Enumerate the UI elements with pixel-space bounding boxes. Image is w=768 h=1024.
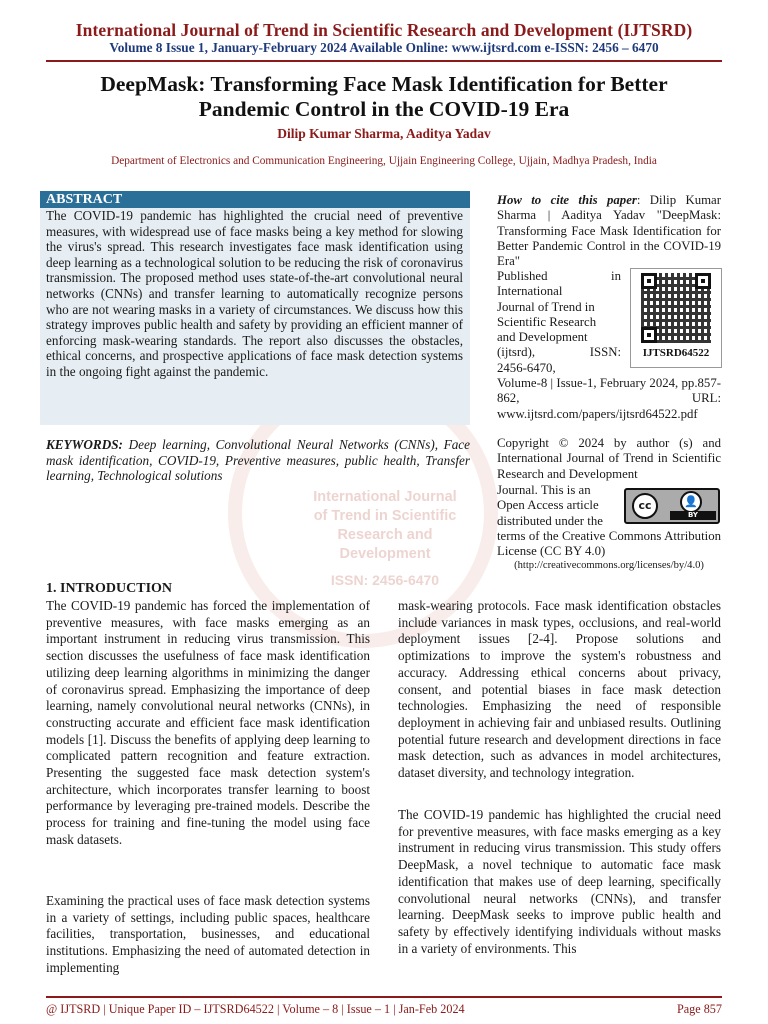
abstract-heading: ABSTRACT xyxy=(40,191,470,208)
citation-line: Published xyxy=(497,269,548,283)
watermark-line-3: Research and xyxy=(337,527,433,543)
keywords-label: KEYWORDS: xyxy=(46,437,123,452)
journal-issue-line: Volume 8 Issue 1, January-February 2024 Available Online: www.ijtsrd.com e-ISSN: 2456 – 6470 xyxy=(109,40,659,55)
paragraph-text: mask-wearing protocols. Face mask identification obstacles include variances in mask types, occlusions, and real-world deployment issues [2-4]. Propose solutions and optimizations to improve the system's robustness and accuracy. Addressing ethical concerns about privacy, consent, and potential biases in face mask detection technologies. Emphasizing the need of responsible deployment in achieving fair and unbiased results. Outlining potential future research and development directions in face mask detection, such as advances in model architectures, dataset diversity, and technology integration. xyxy=(398,598,721,781)
paragraph-text: The COVID-19 pandemic has highlighted the crucial need for preventive measures, with face masks emerging as a key instrument in reducing virus transmission. This study offers DeepMask, a novel technique to automatic face mask identification that makes use of deep learning, specifically convolutional neural networks (CNNs), and transfer learning. DeepMask seeks to improve public health and safety by effectively identifying individuals without masks in a variety of environments. This xyxy=(398,807,721,956)
citation-line: 2456-6470, xyxy=(497,360,556,375)
intro-paragraph-2 xyxy=(46,893,370,977)
citation-line: Scientific Research xyxy=(497,314,597,329)
citation-label: How to cite this paper xyxy=(497,193,637,207)
page-number: Page 857 xyxy=(676,1002,722,1016)
header-divider xyxy=(46,60,722,62)
keywords xyxy=(46,437,470,484)
citation-lines xyxy=(497,269,621,376)
paragraph-text: Examining the practical uses of face mask detection systems in a variety of settings, including public spaces, healthcare facilities, transportation, businesses, and educational institutions. Emphasizing the need of automated detection in implementing xyxy=(46,893,370,975)
intro-paragraph-1 xyxy=(46,598,370,849)
footer-info: @ IJTSRD | Unique Paper ID – IJTSRD64522 | Volume – 8 | Issue – 1 | Jan-Feb 2024 xyxy=(46,1002,465,1016)
qr-finder xyxy=(695,273,711,289)
cc-icon: cc xyxy=(632,493,658,519)
citation-text: : Dilip Kumar Sharma | Aaditya Yadav "DeepMask: Transforming Face Mask Identification for Better Pandemic Control in the COVID-19 Era" xyxy=(497,193,721,269)
journal-title: International Journal of Trend in Scientific Research and Development (IJTSRD) xyxy=(75,20,693,40)
paper-affiliation: Department of Electronics and Communication Engineering, Ujjain Engineering College, Ujjain, Madhya Pradesh, India xyxy=(111,155,657,167)
citation-line: ISSN: xyxy=(589,345,621,360)
intro-paragraph-4 xyxy=(398,807,721,957)
paper-title xyxy=(40,72,728,122)
citation-tail: Volume-8 | Issue-1, February 2024, pp.857-862, URL: www.ijtsrd.com/papers/ijtsrd64522.pdf xyxy=(497,376,721,421)
page-footer xyxy=(46,1002,722,1017)
footer-divider xyxy=(46,996,722,998)
section-heading-introduction: 1. INTRODUCTION xyxy=(46,581,173,596)
paper-authors: Dilip Kumar Sharma, Aaditya Yadav xyxy=(277,126,491,141)
citation-line: (ijtsrd), xyxy=(497,345,536,360)
qr-paper-id: IJTSRD64522 xyxy=(642,347,710,359)
paper-title-line-2: Pandemic Control in the COVID-19 Era xyxy=(198,97,570,121)
qr-finder xyxy=(641,273,657,289)
copyright-text: Copyright © 2024 by author (s) and International Journal of Trend in Scientific Research and Development xyxy=(497,436,721,481)
citation-line: and Development xyxy=(497,330,588,345)
watermark-line-4: Development xyxy=(339,546,431,562)
paragraph-text: The COVID-19 pandemic has forced the implementation of preventive measures, with face masks emerging as an important instrument in reducing virus transmission. This section discusses the usefulness of face mask identification utilizing deep learning algorithms in minimizing the danger of coronavirus spread. Emphasizing the importance of deep learning, namely convolutional neural networks (CNNs), in constructing accurate and efficient face mask identification models [1]. Discuss the benefits of applying deep learning to complicated pattern recognition and feature extraction. Presenting the suggested face mask detection system's architecture, which incorporates transfer learning to boost performance by leveraging pre-trained models. Describe the process for training and fine-tuning the model using face mask datasets. xyxy=(46,598,370,847)
qr-finder xyxy=(641,327,657,343)
citation-line: Journal of Trend in xyxy=(497,299,595,314)
by-label: BY xyxy=(670,511,716,520)
keywords-text: Deep learning, Convolutional Neural Networks (CNNs), Face mask identification, COVID-19, Preventive measures, public health, Transfer learning, Technological solutions xyxy=(46,437,470,484)
abstract-text: The COVID-19 pandemic has highlighted the crucial need of preventive measures, with widespread use of face masks being a key method for slowing the virus's spread. This research investigates face mask identification using deep learning as a technological solution to be reducing the risk of coronavirus transmission. The proposed method uses state-of-the-art convolutional neural networks (CNNs) and transfer learning to automatically recognize persons who are not wearing masks in a variety of circumstances. We discuss how this strategy improves public health and safety by providing an efficient manner of enforcing mask-wearing standards. The report also discusses the obstacles, ethical concerns, and prospective applications of face mask detection systems in the ongoing fight against the pandemic. xyxy=(46,208,463,379)
cc-by-license-badge[interactable] xyxy=(624,488,720,524)
watermark-line-1: International Journal xyxy=(313,489,457,505)
paper-title-line-1: DeepMask: Transforming Face Mask Identification for Better xyxy=(100,72,668,96)
citation-line: International xyxy=(497,284,563,299)
citation-line: in xyxy=(611,269,621,283)
copyright-open-access: Journal. This is an Open Access article distributed under the xyxy=(497,483,603,528)
attribution-person-icon: 👤 xyxy=(680,491,702,513)
qr-code[interactable] xyxy=(630,268,722,368)
license-url[interactable]: (http://creativecommons.org/licenses/by/4.0) xyxy=(514,560,704,571)
intro-paragraph-3 xyxy=(398,598,721,782)
copyright-license-text: terms of the Creative Commons Attribution License (CC BY 4.0) xyxy=(497,529,721,559)
citation-block xyxy=(497,193,721,269)
watermark-line-2: of Trend in Scientific xyxy=(313,508,457,524)
watermark-issn: ISSN: 2456-6470 xyxy=(330,572,440,588)
